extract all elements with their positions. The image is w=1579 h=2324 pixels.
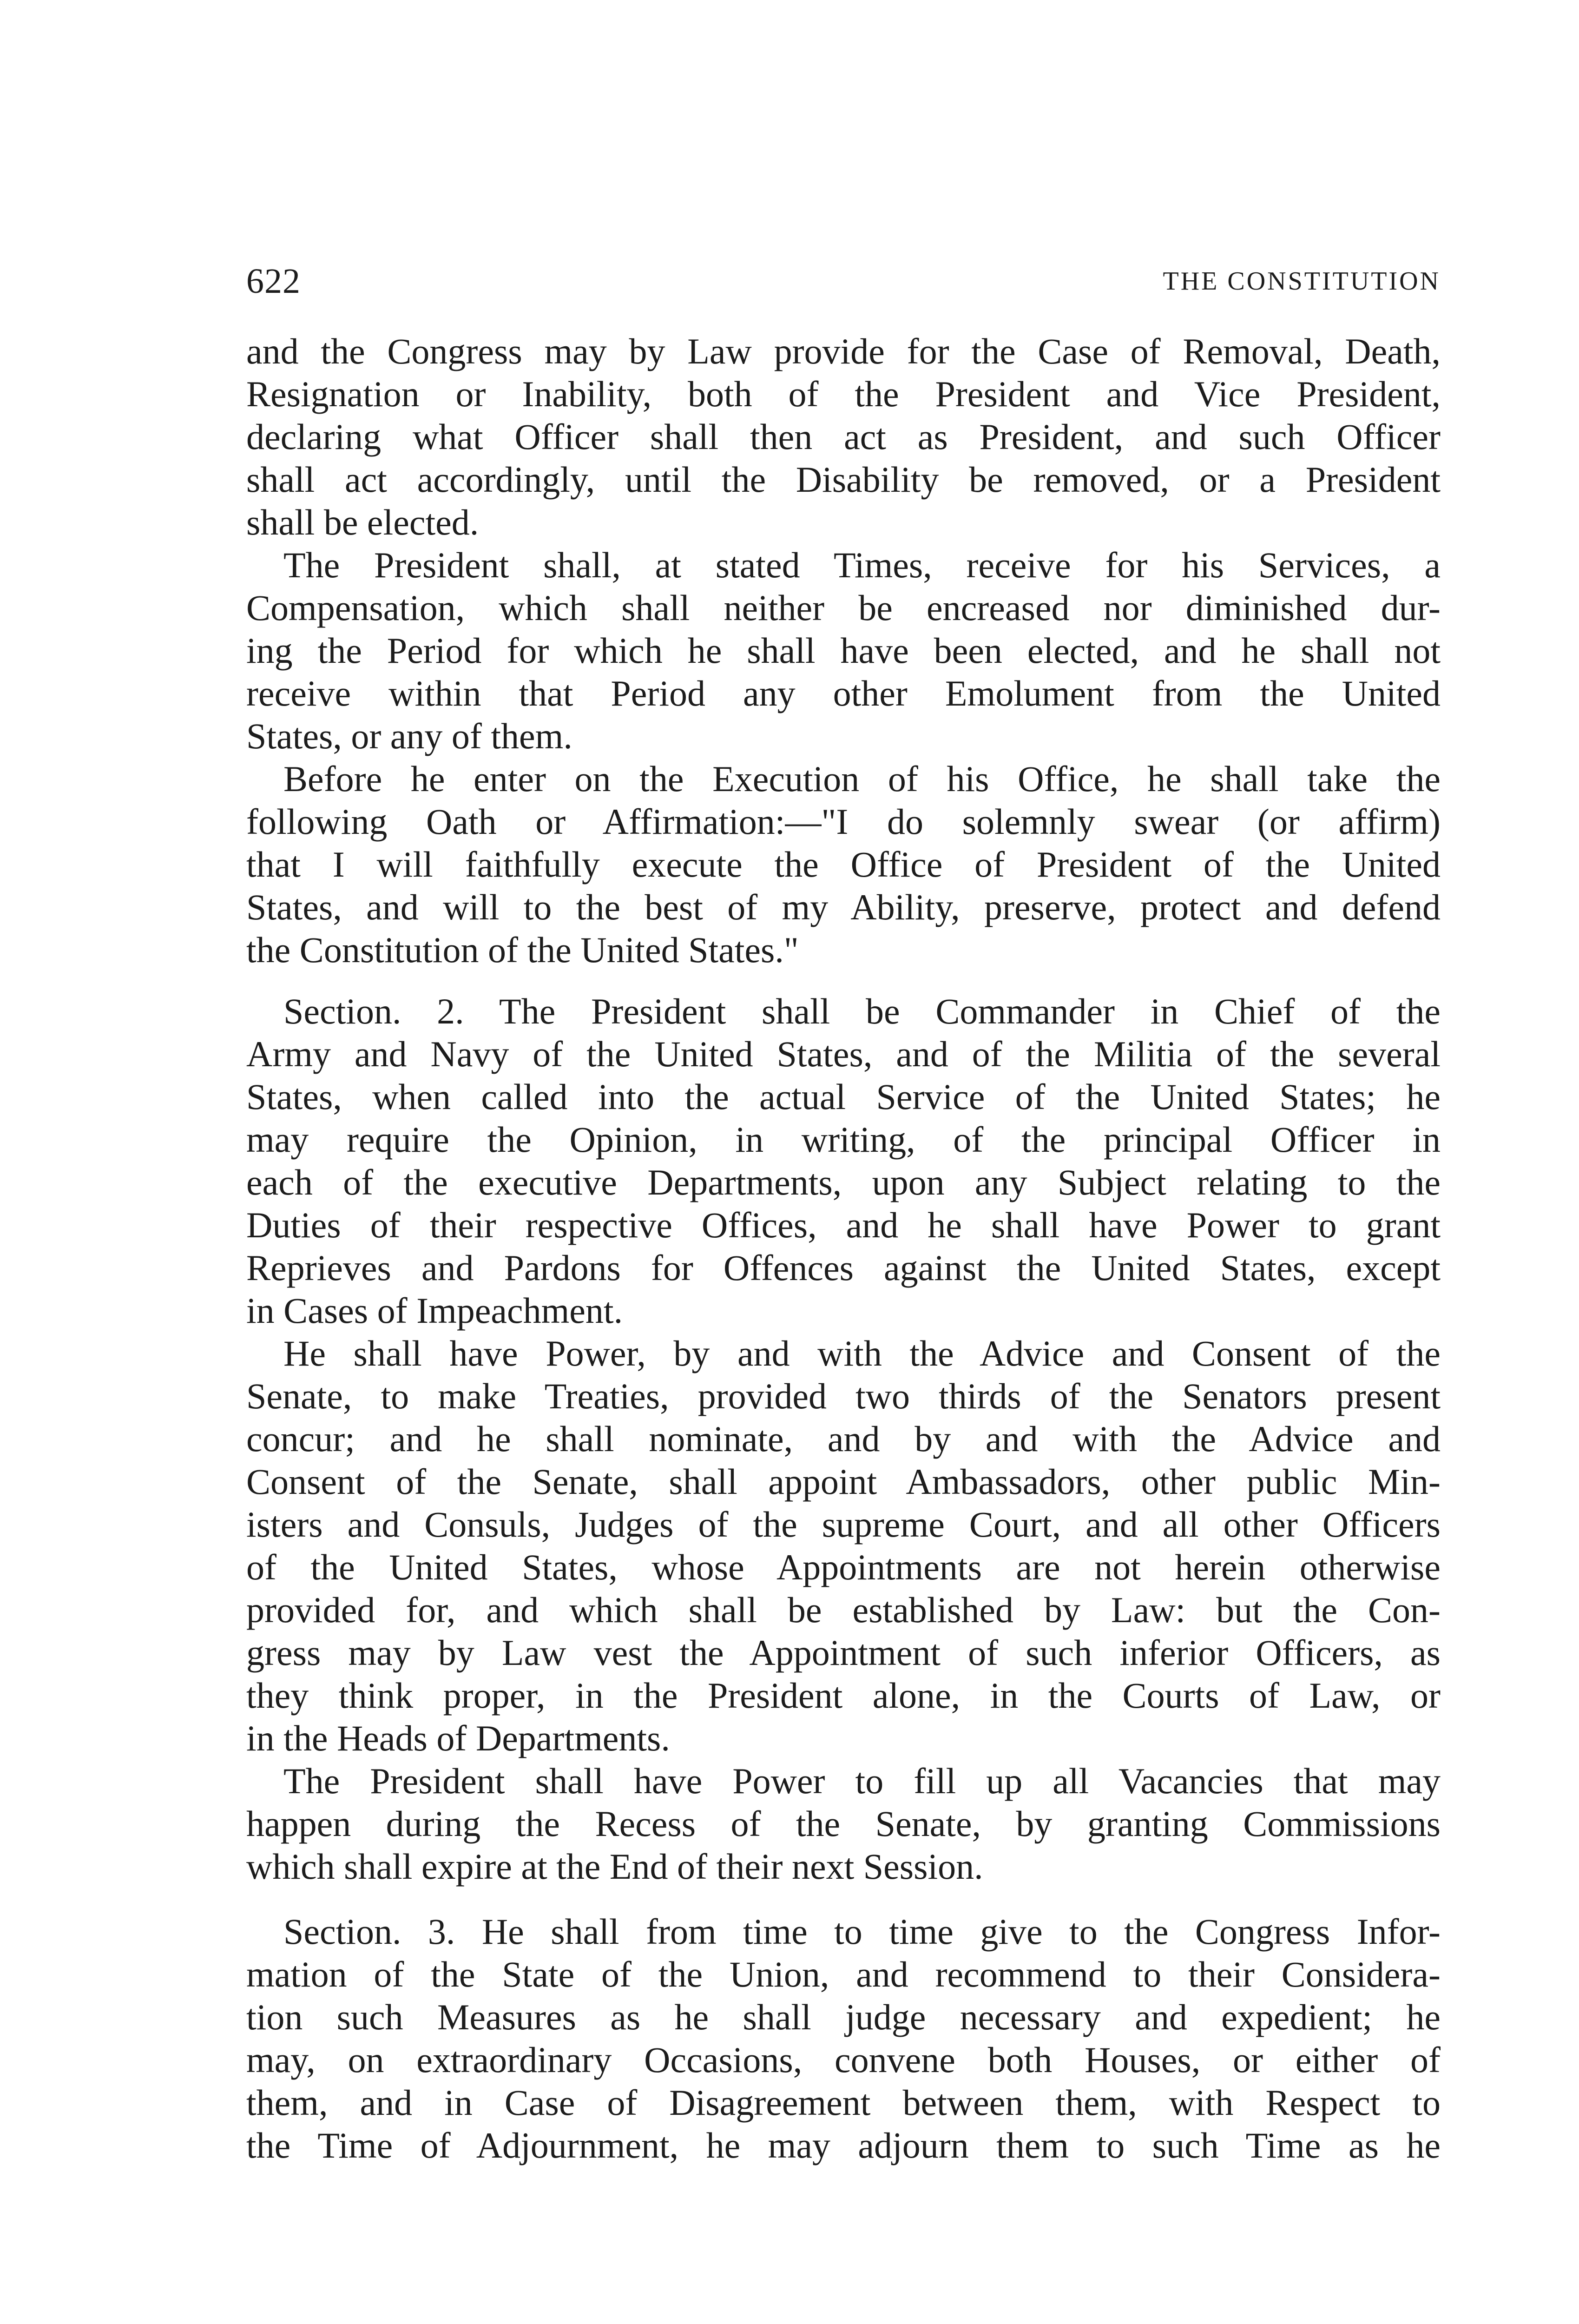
text-line: Compensation, which shall neither be encreased nor diminished dur- bbox=[246, 588, 1441, 628]
text-line: He shall have Power, by and with the Advice and Consent of the bbox=[283, 1333, 1441, 1373]
text-line: following Oath or Affirmation:—"I do solemnly swear (or affirm) bbox=[246, 801, 1441, 842]
text-line: States, when called into the actual Service of the United States; he bbox=[246, 1076, 1441, 1117]
text-line: The President shall, at stated Times, receive for his Services, a bbox=[283, 545, 1441, 585]
text-line: declaring what Officer shall then act as President, and such Officer bbox=[246, 416, 1441, 457]
text-line: provided for, and which shall be established by Law: but the Con- bbox=[246, 1590, 1441, 1630]
text-line: in Cases of Impeachment. bbox=[246, 1290, 623, 1331]
text-line: concur; and he shall nominate, and by and with the Advice and bbox=[246, 1419, 1441, 1459]
text-line: Resignation or Inability, both of the President and Vice President, bbox=[246, 374, 1441, 414]
text-line: shall be elected. bbox=[246, 502, 479, 542]
text-line: may require the Opinion, in writing, of the principal Officer in bbox=[246, 1119, 1441, 1160]
text-line: in the Heads of Departments. bbox=[246, 1718, 670, 1758]
text-line: each of the executive Departments, upon any Subject relating to the bbox=[246, 1162, 1441, 1202]
text-line: the Constitution of the United States." bbox=[246, 930, 799, 970]
text-line: isters and Consuls, Judges of the supreme Court, and all other Officers bbox=[246, 1504, 1441, 1545]
running-head bbox=[246, 256, 1441, 307]
text-line: gress may by Law vest the Appointment of such inferior Officers, as bbox=[246, 1632, 1441, 1673]
section-2-heading-line: Section. 2. The President shall be Commander in Chief of the bbox=[283, 991, 1441, 1031]
section-3-heading-line: Section. 3. He shall from time to time give to the Congress Infor- bbox=[283, 1911, 1441, 1952]
text-line: shall act accordingly, until the Disability be removed, or a President bbox=[246, 459, 1441, 500]
text-line: happen during the Recess of the Senate, by granting Commissions bbox=[246, 1803, 1441, 1844]
text-line: The President shall have Power to fill up all Vacancies that may bbox=[283, 1761, 1441, 1801]
text-line: Before he enter on the Execution of his Office, he shall take the bbox=[283, 759, 1441, 799]
text-line: may, on extraordinary Occasions, convene both Houses, or either of bbox=[246, 2040, 1441, 2080]
page-number: 622 bbox=[246, 262, 301, 301]
text-line: States, or any of them. bbox=[246, 716, 572, 756]
text-line: Reprieves and Pardons for Offences against the United States, except bbox=[246, 1248, 1441, 1288]
text-line: the Time of Adjournment, he may adjourn them to such Time as he bbox=[246, 2125, 1441, 2166]
text-line: mation of the State of the Union, and recommend to their Considera- bbox=[246, 1954, 1441, 1994]
text-line: of the United States, whose Appointments are not herein otherwise bbox=[246, 1547, 1441, 1587]
text-line: Senate, to make Treaties, provided two thirds of the Senators present bbox=[246, 1376, 1441, 1416]
text-line: receive within that Period any other Emolument from the United bbox=[246, 673, 1441, 713]
text-line: Duties of their respective Offices, and he shall have Power to grant bbox=[246, 1205, 1441, 1245]
text-line: ing the Period for which he shall have been elected, and he shall not bbox=[246, 630, 1441, 671]
text-line: which shall expire at the End of their next Session. bbox=[246, 1846, 983, 1887]
text-line: Army and Navy of the United States, and of the Militia of the several bbox=[246, 1034, 1441, 1074]
text-line: Consent of the Senate, shall appoint Ambassadors, other public Min- bbox=[246, 1461, 1441, 1502]
text-line: tion such Measures as he shall judge necessary and expedient; he bbox=[246, 1997, 1441, 2037]
text-line: they think proper, in the President alone, in the Courts of Law, or bbox=[246, 1675, 1441, 1716]
text-line: that I will faithfully execute the Office of President of the United bbox=[246, 844, 1441, 885]
running-title: THE CONSTITUTION bbox=[1163, 267, 1441, 296]
text-line: and the Congress may by Law provide for the Case of Removal, Death, bbox=[246, 331, 1441, 371]
text-line: them, and in Case of Disagreement between them, with Respect to bbox=[246, 2082, 1441, 2123]
text-line: States, and will to the best of my Ability, preserve, protect and defend bbox=[246, 887, 1441, 927]
